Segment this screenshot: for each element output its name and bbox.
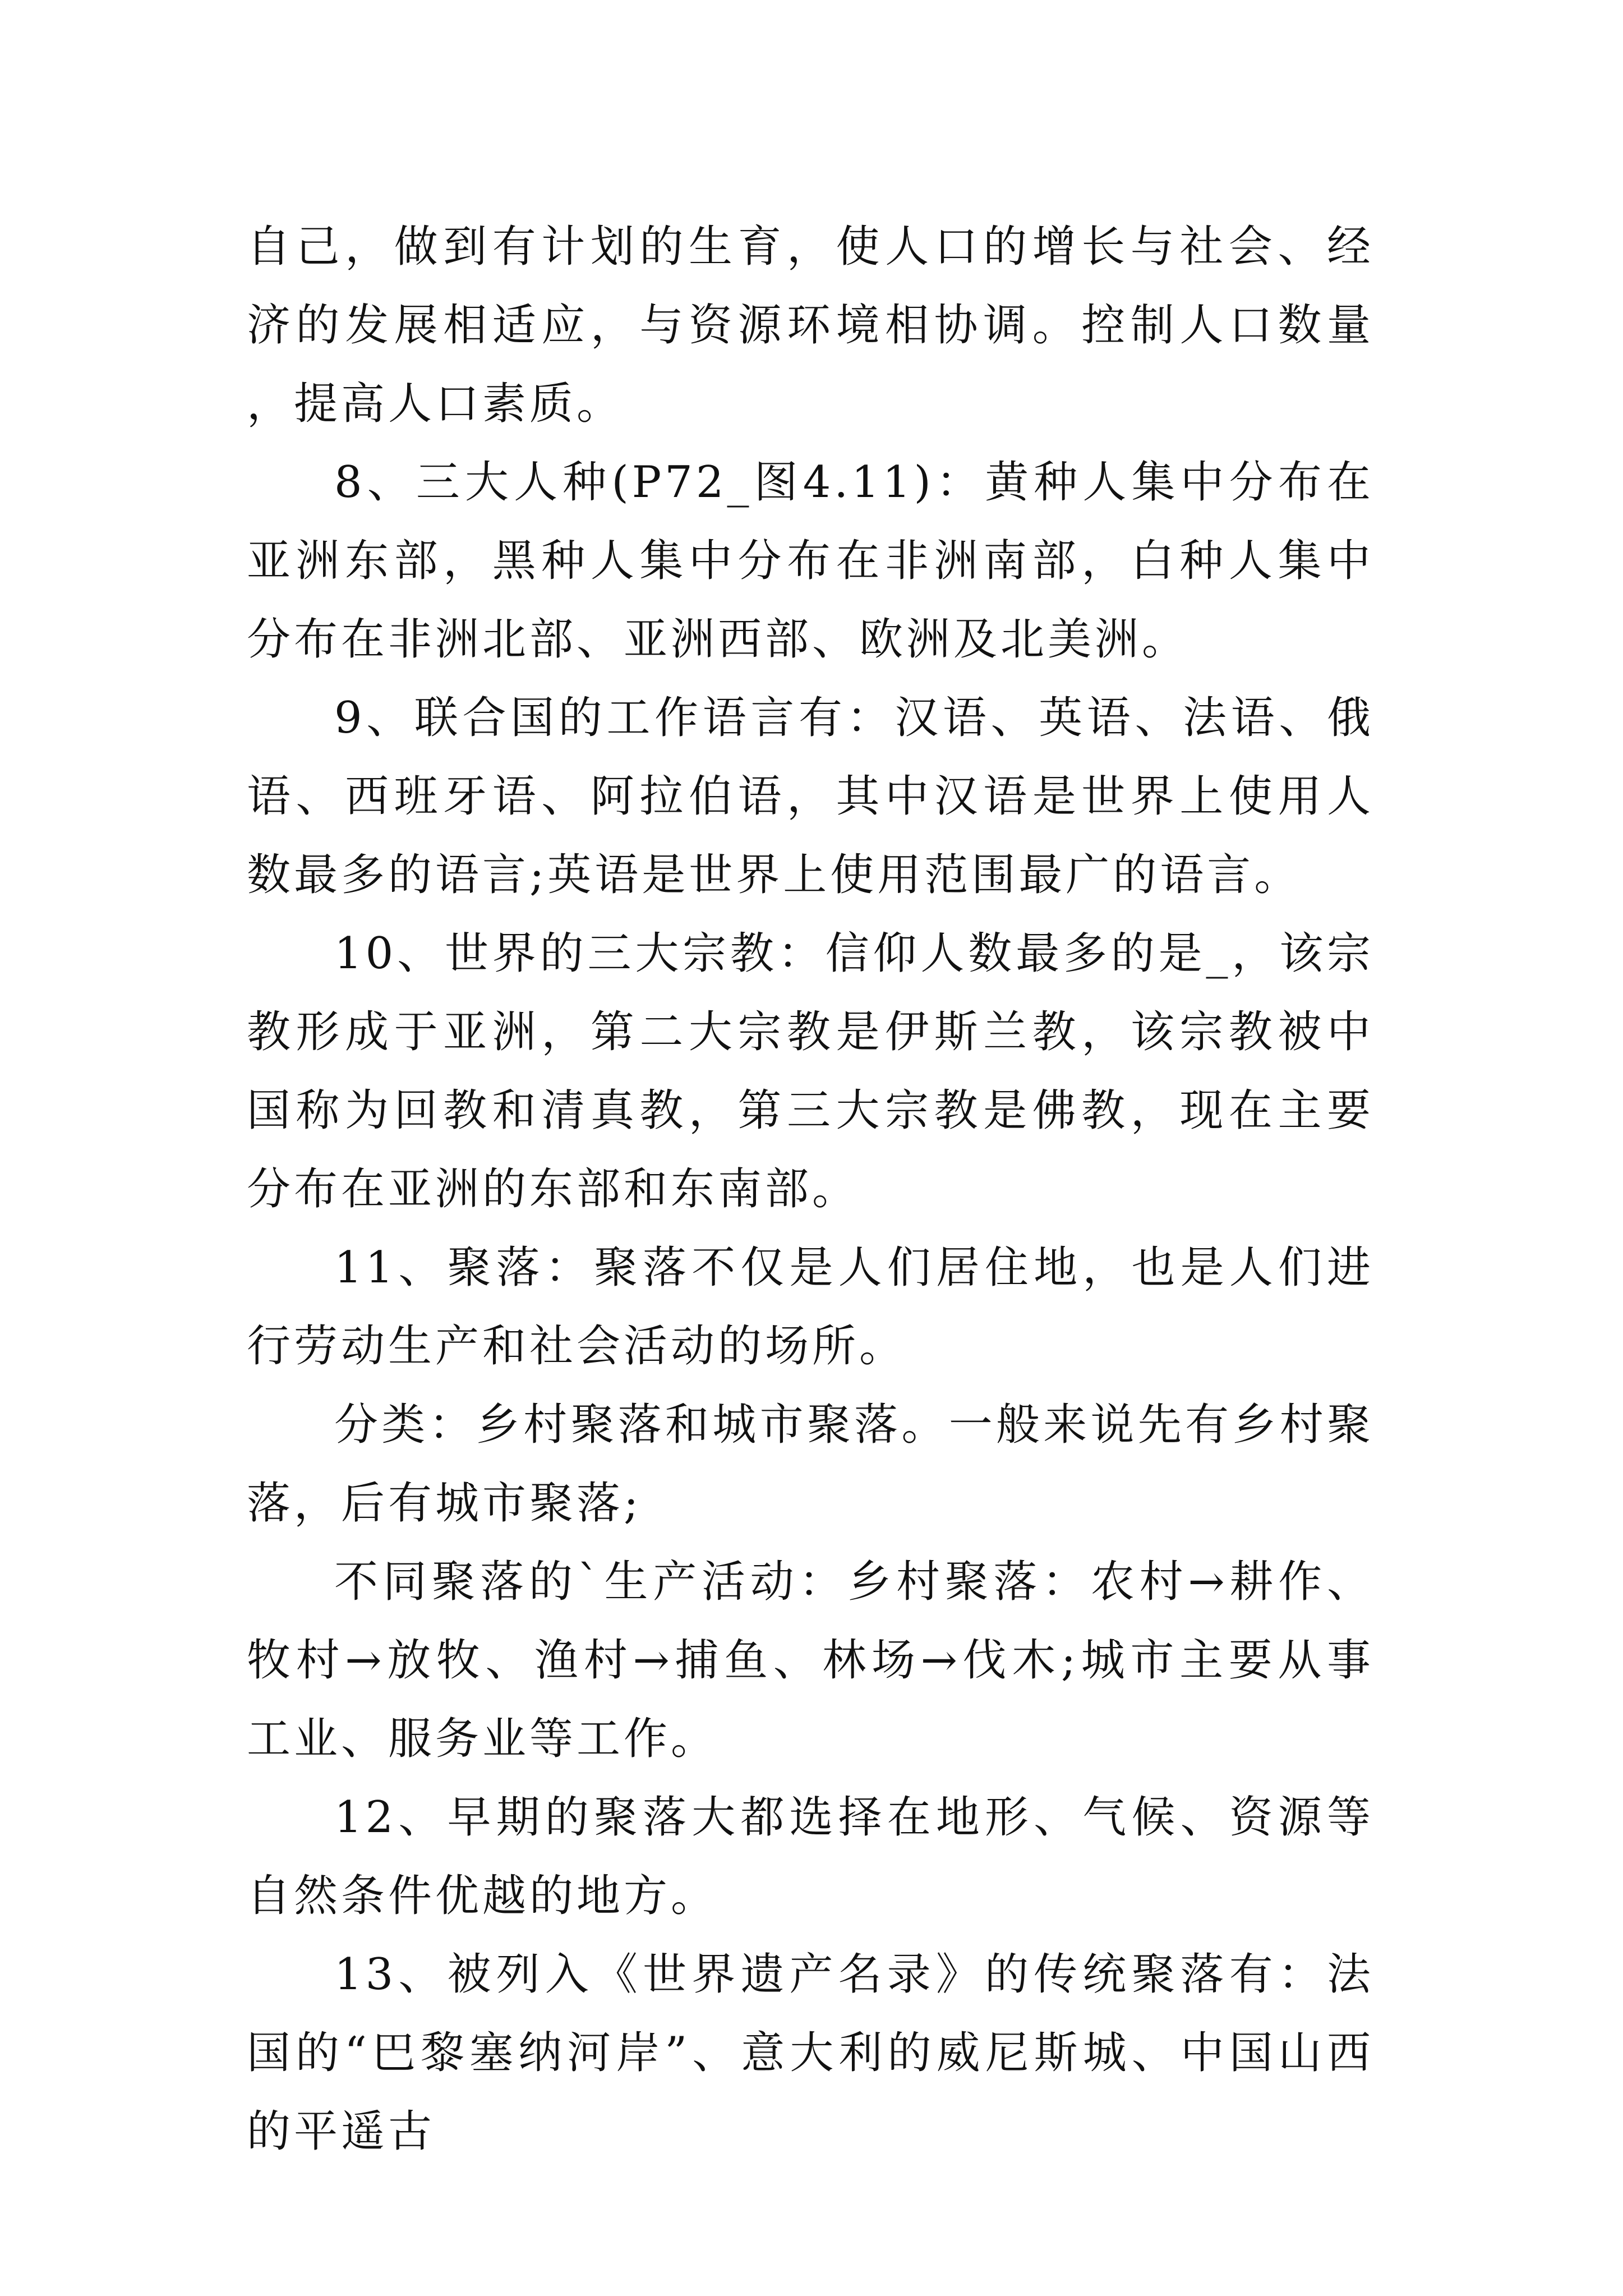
paragraph-7: 不同聚落的`生产活动：乡村聚落：农村→耕作、牧村→放牧、渔村→捕鱼、林场→伐木;城市主要从事工业、服务业等工作。 (247, 1557, 1374, 1764)
paragraph-8: 12、早期的聚落大都选择在地形、气候、资源等自然条件优越的地方。 (247, 1792, 1374, 1921)
paragraph-1: 自己，做到有计划的生育，使人口的增长与社会、经济的发展相适应，与资源环境相协调。控制人口数量，提高人口素质。 (247, 222, 1374, 429)
paragraph-5: 11、聚落：聚落不仅是人们居住地，也是人们进行劳动生产和社会活动的场所。 (247, 1243, 1374, 1372)
paragraph-9: 13、被列入《世界遗产名录》的传统聚落有：法国的“巴黎塞纳河岸”、意大利的威尼斯城、中国山西的平遥古 (247, 1949, 1374, 2157)
document-body (247, 208, 1374, 2171)
paragraph-6: 分类：乡村聚落和城市聚落。一般来说先有乡村聚落，后有城市聚落; (247, 1400, 1374, 1529)
paragraph-4: 10、世界的三大宗教：信仰人数最多的是_，该宗教形成于亚洲，第二大宗教是伊斯兰教，该宗教被中国称为回教和清真教，第三大宗教是佛教，现在主要分布在亚洲的东部和东南部。 (247, 928, 1374, 1214)
paragraph-2: 8、三大人种(P72_图4.11)：黄种人集中分布在亚洲东部，黑种人集中分布在非洲南部，白种人集中分布在非洲北部、亚洲西部、欧洲及北美洲。 (247, 457, 1374, 665)
paragraph-3: 9、联合国的工作语言有：汉语、英语、法语、俄语、西班牙语、阿拉伯语，其中汉语是世界上使用人数最多的语言;英语是世界上使用范围最广的语言。 (247, 693, 1374, 900)
